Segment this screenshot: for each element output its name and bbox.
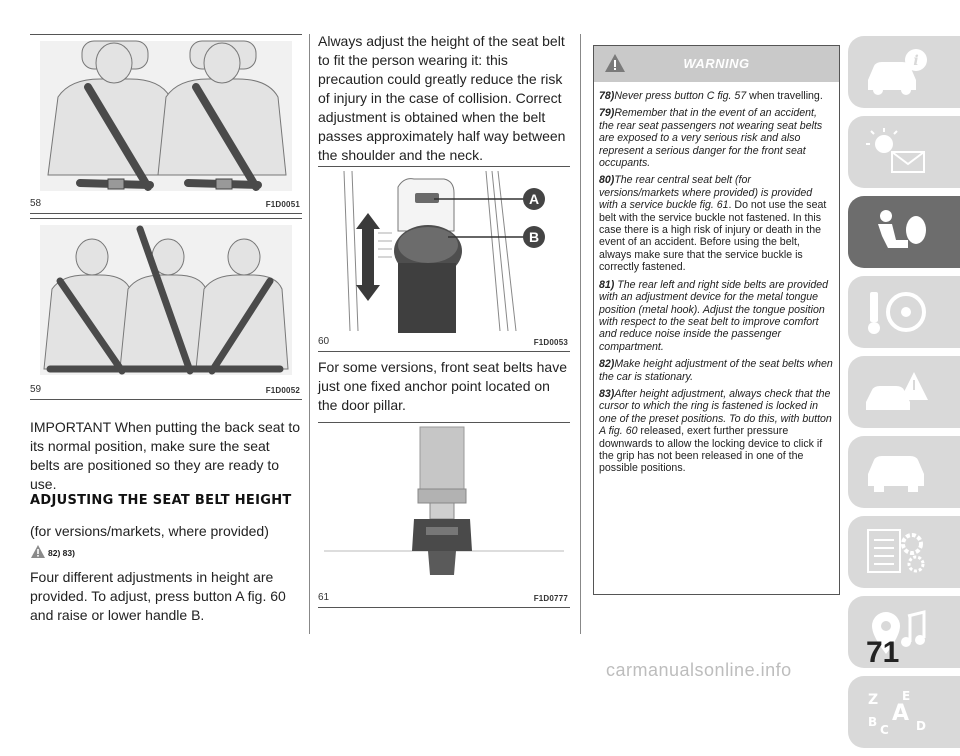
tab-multimedia[interactable] [848, 596, 960, 668]
warning-header [594, 46, 839, 82]
warning-list [594, 82, 839, 488]
callout-b: B [528, 229, 540, 245]
tab-maintenance[interactable] [848, 436, 960, 508]
svg-text:i: i [913, 53, 919, 69]
list-gears-icon [862, 526, 932, 578]
svg-text:D: D [916, 719, 926, 733]
figure-number: 61 [318, 592, 330, 603]
figure-59 [30, 218, 302, 400]
key-steering-wheel-icon [862, 286, 932, 338]
tab-warning-lights[interactable] [848, 116, 960, 188]
column-divider-2 [580, 34, 581, 634]
tab-safety[interactable] [848, 196, 960, 268]
page-number: 71 [866, 636, 900, 669]
figure-code: F1D0051 [265, 200, 300, 209]
warning-title: WARNING [683, 56, 750, 71]
figure-code: F1D0052 [265, 386, 300, 395]
watermark: carmanualsonline.info [606, 660, 792, 680]
alphabet-index-icon [862, 686, 932, 738]
belt-height-adjuster-illustration [318, 167, 570, 333]
figure-number: 60 [318, 336, 330, 347]
car-info-icon [862, 46, 932, 98]
warning-ref-numbers: 82) 83) [48, 548, 75, 558]
warning-reference [30, 544, 302, 564]
figure-number: 59 [30, 384, 42, 395]
seat-airbag-icon [862, 206, 932, 258]
figure-code: F1D0053 [533, 338, 568, 347]
warning-triangle-icon [30, 544, 46, 559]
warning-lights-envelope-icon [862, 126, 932, 178]
figure-code: F1D0777 [533, 594, 568, 603]
service-buckle-illustration [318, 423, 570, 589]
warning-item: 83)After height adjustment, always check that the cursor to which the ring is fastened is locked in one of the preset positions. To do this, with button A fig. 60 released, exert further pressure downwards to allow the locking device to click if the grip has not been released in one of the possible positions. [599, 387, 832, 475]
svg-text:Z: Z [868, 692, 879, 708]
figure-number: 58 [30, 198, 42, 209]
important-note: IMPORTANT When putting the back seat to its normal position, make sure the seat belts are positioned so they are ready to use. [30, 419, 301, 492]
tab-index[interactable] [848, 676, 960, 748]
warning-item: 79)Remember that in the event of an accident, the rear seat passengers not wearing seat belts are exposed to a very serious risk and also represent a serious danger for the front seat occupants. [599, 107, 823, 170]
warning-box [593, 45, 840, 595]
figure-61 [318, 422, 570, 608]
tab-starting-driving[interactable] [848, 276, 960, 348]
chapter-tabs [848, 36, 960, 756]
rear-seats-three-passengers-illustration [30, 219, 302, 381]
tab-car-info[interactable] [848, 36, 960, 108]
column-divider-1 [309, 34, 310, 634]
car-crash-warning-icon [862, 366, 932, 418]
car-service-icon [862, 446, 932, 498]
callout-a: A [528, 191, 540, 207]
warning-item: 78)Never press button C fig. 57 when travelling. [599, 90, 823, 102]
warning-item: 80)The rear central seat belt (for versions/markets where provided) is provided with a service buckle fig. 61. Do not use the seat belt with the service buckle not fastened. In this case there is a high risk of injury or death in the event of an accident. Before using the belt, always make sure that the service buckle is correctly fastened. [599, 174, 827, 274]
figure-60 [318, 166, 570, 352]
adjust-instructions: Four different adjustments in height are provided. To adjust, press button A fig. 60 and raise or lower handle B. [30, 569, 286, 623]
adjust-height-paragraph: Always adjust the height of the seat belt to fit the person wearing it: this precaution could greatly reduce the risk of injury in the case of collision. Correct adjustment is obtained when the belt passes approximately half way between the shoulder and the neck. [318, 33, 566, 163]
warning-item: 82)Make height adjustment of the seat belts when the car is stationary. [599, 358, 833, 383]
svg-text:A: A [892, 701, 910, 726]
svg-text:B: B [868, 715, 878, 729]
svg-text:E: E [902, 689, 911, 703]
figure-58 [30, 34, 302, 214]
section-subheading: (for versions/markets, where provided) [30, 523, 269, 539]
tab-emergency[interactable] [848, 356, 960, 428]
warning-item: 81) The rear left and right side belts are provided with an adjustment device for the metal tongue position (metal hook). Adjust the tongue position with respect to the seat belt to improve comfort and reduce noise inside the passenger compartment. [599, 278, 829, 353]
svg-text:C: C [880, 723, 889, 737]
tab-technical-data[interactable] [848, 516, 960, 588]
fixed-anchor-paragraph: For some versions, front seat belts have just one fixed anchor point located on the door pillar. [318, 359, 567, 413]
section-heading: ADJUSTING THE SEAT BELT HEIGHT [30, 493, 292, 508]
rear-seats-two-passengers-illustration [30, 35, 302, 195]
